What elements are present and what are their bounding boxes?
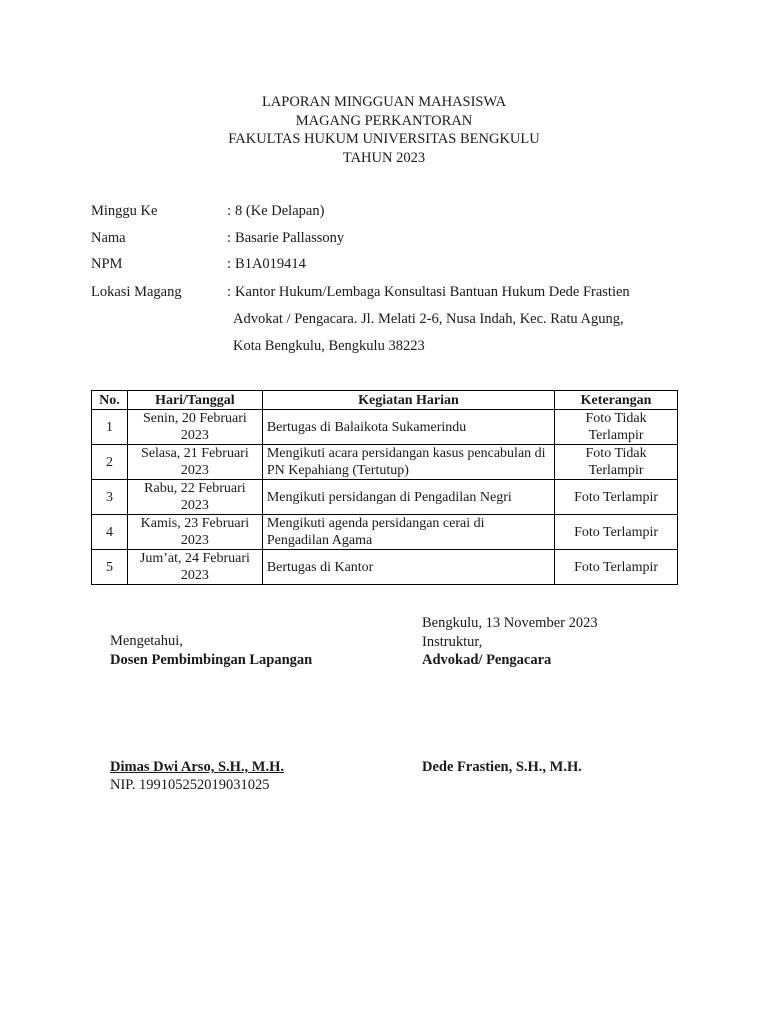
left-signatory-name: Dimas Dwi Arso, S.H., M.H.: [110, 759, 284, 775]
week-text: 8 (Ke Delapan): [235, 203, 325, 219]
signature-block-left: [110, 632, 312, 669]
location-line-1: Kantor Hukum/Lembaga Konsultasi Bantuan Hukum Dede Frastien: [235, 284, 630, 300]
npm-text: B1A019414: [235, 256, 306, 272]
separator: :: [227, 230, 232, 246]
separator: :: [227, 284, 232, 300]
cell-date: Jum’at, 24 Februari 2023: [127, 550, 262, 585]
signature-block-right: [422, 614, 598, 670]
header-activity: Kegiatan Harian: [262, 391, 554, 410]
cell-note: Foto Terlampir: [555, 515, 678, 550]
header-date: Hari/Tanggal: [127, 391, 262, 410]
title-line-2: MAGANG PERKANTORAN: [295, 112, 473, 129]
cell-date: Kamis, 23 Februari 2023: [127, 515, 262, 550]
table-row: [92, 550, 678, 585]
table-row: [92, 515, 678, 550]
npm-label: NPM: [91, 256, 123, 272]
right-signatory-name: Dede Frastien, S.H., M.H.: [422, 759, 582, 775]
separator: :: [227, 256, 232, 272]
week-value: [227, 198, 657, 225]
cell-no: 3: [92, 480, 128, 515]
left-signatory-nip: NIP. 199105252019031025: [110, 777, 270, 793]
cell-date: Rabu, 22 Februari 2023: [127, 480, 262, 515]
location-label: Lokasi Magang: [91, 284, 182, 300]
name-label: Nama: [91, 230, 126, 246]
cell-note: Foto Tidak Terlampir: [555, 445, 678, 480]
title-line-1: LAPORAN MINGGUAN MAHASISWA: [261, 94, 507, 110]
activity-table: [91, 390, 678, 585]
table-row: [92, 445, 678, 480]
header-no: No.: [92, 391, 128, 410]
cell-note: Foto Tidak Terlampir: [555, 410, 678, 445]
table-row: [92, 480, 678, 515]
name-text: Basarie Pallassony: [235, 230, 345, 246]
left-role: Dosen Pembimbingan Lapangan: [110, 651, 313, 668]
cell-no: 5: [92, 550, 128, 585]
table-row: [92, 410, 678, 445]
name-value: [227, 225, 657, 252]
place-date: Bengkulu, 13 November 2023: [422, 615, 598, 631]
title-line-4: TAHUN 2023: [342, 149, 426, 166]
cell-activity: Bertugas di Kantor: [262, 550, 554, 585]
title-line-3: FAKULTAS HUKUM UNIVERSITAS BENGKULU: [228, 131, 540, 147]
cell-activity: Bertugas di Balaikota Sukamerindu: [262, 410, 554, 445]
header-note: Keterangan: [555, 391, 678, 410]
left-intro: Mengetahui,: [110, 633, 183, 649]
cell-no: 2: [92, 445, 128, 480]
cell-activity: Mengikuti persidangan di Pengadilan Negri: [262, 480, 554, 515]
cell-date: Selasa, 21 Februari 2023: [127, 445, 262, 480]
cell-activity: Mengikuti acara persidangan kasus pencabulan di PN Kepahiang (Tertutup): [262, 445, 554, 480]
right-role: Advokad/ Pengacara: [422, 652, 552, 668]
cell-no: 1: [92, 410, 128, 445]
location-value: [227, 279, 657, 360]
cell-date: Senin, 20 Februari 2023: [127, 410, 262, 445]
npm-value: [227, 251, 657, 278]
table-header-row: [92, 391, 678, 410]
cell-note: Foto Terlampir: [555, 480, 678, 515]
location-line-3: Kota Bengkulu, Bengkulu 38223: [233, 338, 425, 354]
document-title: [0, 93, 768, 167]
cell-no: 4: [92, 515, 128, 550]
week-label: Minggu Ke: [91, 203, 158, 219]
separator: :: [227, 203, 232, 219]
location-line-2: Advokat / Pengacara. Jl. Melati 2-6, Nusa Indah, Kec. Ratu Agung,: [233, 311, 624, 327]
cell-note: Foto Terlampir: [555, 550, 678, 585]
right-intro: Instruktur,: [422, 633, 483, 650]
left-signatory: [110, 758, 284, 794]
cell-activity: Mengikuti agenda persidangan cerai di Pengadilan Agama: [262, 515, 554, 550]
